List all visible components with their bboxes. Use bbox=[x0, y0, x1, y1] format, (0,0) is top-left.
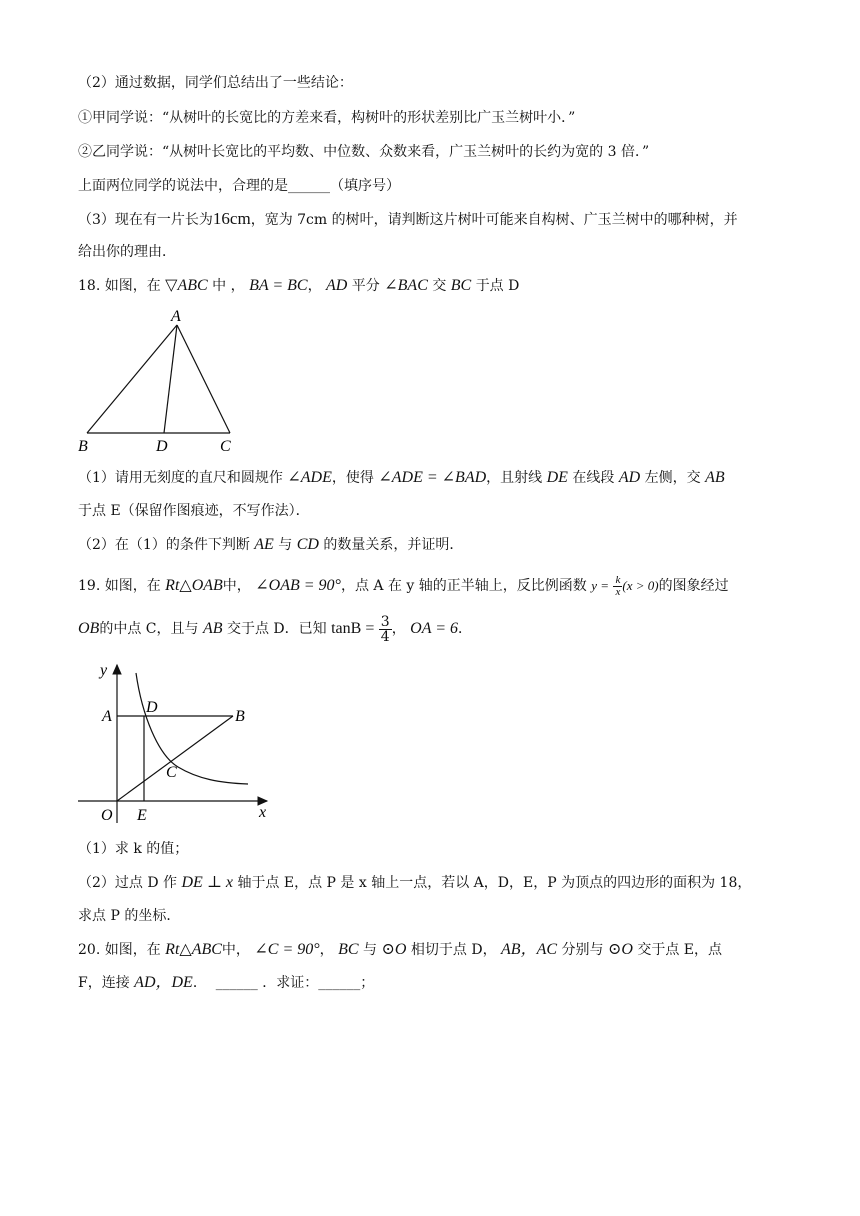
q20-angle: ∠C = 90° bbox=[254, 941, 320, 958]
q18-triangle: ▽ABC bbox=[165, 277, 208, 294]
q18-p2-segment-cd: CD bbox=[296, 536, 319, 553]
q17-claim-1: ①甲同学说：“从树叶的长宽比的方差来看，构树叶的形状差别比广玉兰树叶小．” bbox=[78, 110, 576, 126]
q19-frac-3: 3 bbox=[380, 613, 390, 630]
q19-part2 bbox=[78, 872, 751, 894]
q20-segments-ab-ac: AB，AC bbox=[501, 941, 558, 958]
q18-p2-text-a: （2）在（1）的条件下判断 bbox=[78, 537, 250, 553]
q19-segment-ob: OB bbox=[78, 620, 100, 637]
q19-p2-text-a: （2）过点 D 作 bbox=[78, 875, 178, 891]
q18-number: 18. 如图，在 bbox=[78, 278, 161, 294]
q19-frac-4: 4 bbox=[380, 628, 390, 645]
q19-coordinate-figure bbox=[70, 655, 280, 830]
q18-segment-ad: AD bbox=[326, 277, 348, 294]
q19-label-x: x bbox=[259, 804, 267, 821]
q18-p1-text-b: ，使得 bbox=[331, 470, 374, 486]
q17-leaf-length: 16cm bbox=[212, 209, 251, 228]
q19-label-e: E bbox=[137, 807, 147, 824]
q17-part3-text-b: ，宽为 7cm 的树叶，请判断这片树叶可能来自构树、广玉兰树中的哪种树，并 bbox=[250, 212, 738, 228]
q18-stem bbox=[78, 275, 519, 297]
q19-part1: （1）求 k 的值； bbox=[78, 841, 189, 857]
q20-text-b3: ．求证：______； bbox=[262, 975, 375, 991]
q19-text-b3: ， bbox=[391, 621, 406, 637]
q20-circle-o-2: ⊙O bbox=[607, 941, 633, 958]
q18-p2-segment-ae: AE bbox=[254, 536, 274, 553]
q18-segment-bc: BC bbox=[450, 277, 472, 294]
q19-domain: (x > 0) bbox=[622, 578, 659, 593]
q19-function-y: y = bbox=[591, 578, 610, 593]
q19-label-a: A bbox=[102, 708, 112, 725]
q19-label-c: C bbox=[166, 764, 177, 781]
q20-segment-bc: BC bbox=[338, 941, 359, 958]
q18-text-tail: 于点 D bbox=[475, 278, 520, 294]
q19-text-a2: ，点 A 在 y 轴的正半轴上，反比例函数 bbox=[340, 578, 587, 594]
q17-claim-question: 上面两位同学的说法中，合理的是______（填序号） bbox=[78, 178, 400, 194]
q20-number: 20. 如图，在 bbox=[78, 942, 161, 958]
q19-text-b2: 交于点 D．已知 bbox=[226, 621, 327, 637]
q18-label-a: A bbox=[171, 308, 181, 325]
q19-label-d: D bbox=[146, 699, 158, 716]
q18-text-cross: 交 bbox=[432, 278, 447, 294]
q18-text-bisect: 平分 bbox=[351, 278, 380, 294]
q19-segment-ab: AB bbox=[202, 620, 223, 637]
q20-segments-ad-de: AD，DE bbox=[134, 974, 193, 991]
q18-p1-segment-ab: AB bbox=[705, 469, 725, 486]
q17-part3 bbox=[78, 208, 738, 231]
q19-tan: tanB = bbox=[331, 620, 375, 637]
q19-segment-ob-line bbox=[117, 716, 233, 801]
q18-part2 bbox=[78, 534, 463, 556]
q18-p1-text-e: 左侧，交 bbox=[644, 470, 701, 486]
q18-angle-bac: ∠BAC bbox=[384, 277, 428, 294]
q19-stem-line1 bbox=[78, 570, 729, 602]
q19-stem-line2 bbox=[78, 612, 472, 646]
q18-label-c: C bbox=[220, 438, 231, 455]
q19-frac-k: k bbox=[615, 573, 621, 586]
q18-side-ab bbox=[87, 325, 177, 433]
q18-comma: ， bbox=[307, 278, 322, 294]
q20-text-a4: 相切于点 D， bbox=[410, 942, 497, 958]
q18-label-d: D bbox=[156, 438, 168, 455]
q19-number: 19. 如图，在 bbox=[78, 578, 161, 594]
q19-label-b: B bbox=[235, 708, 245, 725]
q18-text: 中 ， bbox=[212, 278, 245, 294]
q19-text-b4: ． bbox=[458, 621, 473, 637]
q19-frac-x: x bbox=[615, 585, 621, 598]
q18-part1 bbox=[78, 467, 725, 489]
q18-p1-text-a: （1）请用无刻度的直尺和圆规作 bbox=[78, 470, 283, 486]
q18-equality: BA = BC bbox=[249, 277, 308, 294]
q18-part1-cont: 于点 E（保留作图痕迹，不写作法）． bbox=[78, 503, 310, 519]
q18-triangle-figure bbox=[70, 300, 250, 460]
q20-text-a3: 与 bbox=[363, 942, 378, 958]
q20-right-triangle: Rt△ABC bbox=[165, 941, 222, 958]
q17-part3-text-a: （3）现在有一片长为 bbox=[78, 212, 213, 228]
q19-text-a1: 中， bbox=[222, 578, 251, 594]
q18-p2-text-c: 的数量关系，并证明． bbox=[323, 537, 464, 553]
q20-blank: ______ bbox=[215, 975, 258, 991]
q19-fraction-3-4 bbox=[379, 615, 392, 644]
q18-p1-equality: ∠ADE = ∠BAD bbox=[378, 469, 487, 486]
q19-hyperbola bbox=[136, 673, 248, 784]
q19-right-triangle: Rt△OAB bbox=[165, 577, 223, 594]
q18-p1-text-c: ，且射线 bbox=[486, 470, 543, 486]
q19-p2-text-b: 轴于点 E，点 P 是 x 轴上一点，若以 A，D，E，P 为顶点的四边形的面积为 18， bbox=[237, 875, 752, 891]
q19-label-y: y bbox=[100, 662, 108, 679]
q17-part2-intro: （2）通过数据，同学们总结出了一些结论： bbox=[78, 75, 353, 91]
q19-part2-cont: 求点 P 的坐标． bbox=[78, 908, 181, 924]
q18-bisector-ad bbox=[164, 325, 177, 433]
q20-text-a5: 分别与 bbox=[561, 942, 604, 958]
q18-p1-angle: ∠ADE bbox=[287, 469, 332, 486]
q19-oa-length: OA = 6 bbox=[410, 620, 459, 637]
q18-p1-text-d: 在线段 bbox=[572, 470, 615, 486]
q18-p2-text-b: 与 bbox=[278, 537, 293, 553]
q20-circle-o: ⊙O bbox=[381, 941, 407, 958]
q20-stem-line1 bbox=[78, 939, 722, 961]
q20-text-a6: 交于点 E，点 bbox=[637, 942, 723, 958]
q20-text-b2: ． bbox=[192, 975, 207, 991]
q20-text-b1: F，连接 bbox=[78, 975, 130, 991]
q17-claim-2: ②乙同学说：“从树叶长宽比的平均数、中位数、众数来看，广玉兰树叶的长约为宽的 3 倍．” bbox=[78, 144, 650, 160]
q19-angle: ∠OAB = 90° bbox=[255, 577, 341, 594]
q20-text-a1: 中， bbox=[221, 942, 250, 958]
q19-label-o: O bbox=[101, 807, 113, 824]
q18-p1-segment-ad: AD bbox=[618, 469, 641, 486]
q20-text-a2: ， bbox=[319, 942, 334, 958]
q18-side-ac bbox=[177, 325, 230, 433]
q19-text-a3: 的图象经过 bbox=[658, 578, 729, 594]
q20-stem-line2 bbox=[78, 972, 374, 994]
q17-part3-cont: 给出你的理由． bbox=[78, 244, 176, 260]
q18-p1-ray-de: DE bbox=[546, 469, 568, 486]
q19-p2-perpendicular: DE ⊥ x bbox=[181, 874, 233, 891]
q19-text-b1: 的中点 C，且与 bbox=[99, 621, 199, 637]
q18-label-b: B bbox=[78, 438, 88, 455]
